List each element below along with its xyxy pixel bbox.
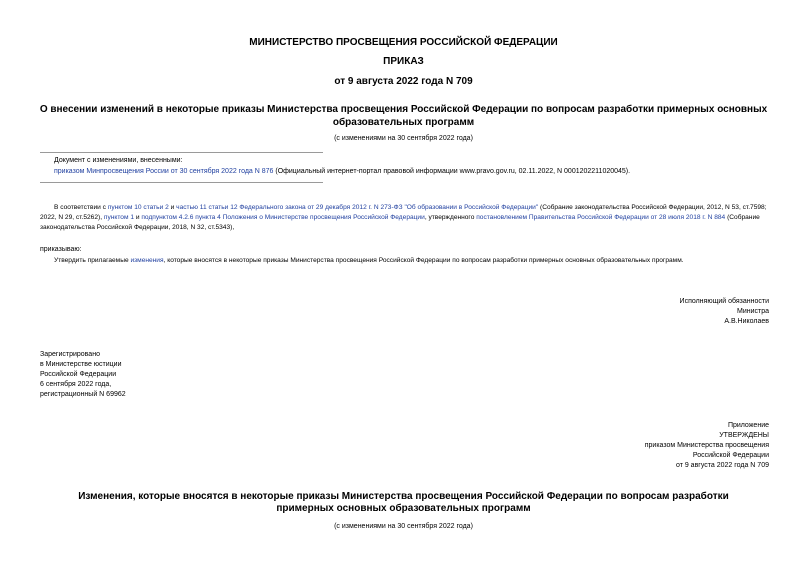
appendix-line-4: Российской Федерации [692,452,769,459]
preamble-text-2: и [168,204,177,211]
order-text-2: , которые вносятся в некоторые приказы Министерства просвещения Российской Федерации по вопросам разработки примерных основных образовательных программ. [163,257,684,264]
preamble-text-4: и [134,214,142,221]
signature-block [500,297,769,327]
document-type: ПРИКАЗ [383,56,424,67]
signature-name: А.В.Николаев [724,318,769,325]
amendments-bottom-divider [40,182,323,183]
amendments-entry [54,167,774,177]
registration-line-2: в Министерстве юстиции [40,361,122,368]
amendments-box [54,156,774,177]
preamble-text-3: (Собрание законодательства Российской Федерации, 2012, N 53, ст.7598; 2022, N 29, ст.5262), [40,204,767,221]
changes-title: Изменения, которые вносятся в некоторые приказы Министерства просвещения Российской Федерации по вопросам разработки примерных основных образовательных программ [78,491,729,514]
law-article-2-link[interactable]: пунктом 10 статьи 2 [107,204,169,211]
order-text-1: Утвердить прилагаемые [54,257,131,264]
signature-position: Исполняющий обязанности [679,298,769,305]
ministry-heading: МИНИСТЕРСТВО ПРОСВЕЩЕНИЯ РОССИЙСКОЙ ФЕДЕРАЦИИ [249,37,558,48]
appendix-block [500,421,769,471]
registration-line-1: Зарегистрировано [40,351,100,358]
appendix-line-1: Приложение [727,422,769,429]
appendix-line-5: от 9 августа 2022 года N 709 [675,462,769,469]
changes-link[interactable]: изменения [130,257,164,264]
registration-line-5: регистрационный N 69962 [40,391,126,398]
amendment-source-text: (Официальный интернет-портал правовой информации www.pravo.gov.ru, 02.11.2022, N 0001202211020045). [273,168,631,175]
regulation-point-1-link[interactable]: пунктом 1 [103,214,134,221]
regulation-subpoint-link[interactable]: подпунктом 4.2.6 пункта 4 Положения о Министерстве просвещения Российской Федерации [141,214,425,221]
government-resolution-884-link[interactable]: постановлением Правительства Российской Федерации от 28 июля 2018 г. N 884 [476,214,726,221]
prikazyvayu-label: приказываю: [40,246,82,253]
law-273-fz-link[interactable]: частью 11 статьи 12 Федерального закона от 29 декабря 2012 г. N 273-ФЗ "Об образовании в Российской Федерации" [176,204,539,211]
preamble-text-6: (Собрание законодательства Российской Федерации, 2018, N 32, ст.5343), [40,214,760,231]
order-paragraph [54,256,774,266]
revision-note: (с изменениями на 30 сентября 2022 года) [334,135,473,142]
document-title: О внесении изменений в некоторые приказы Министерства просвещения Российской Федерации по вопросам разработки примерных основных образовательных программ [39,104,768,128]
appendix-line-3: приказом Министерства просвещения [644,442,769,449]
amendment-order-link[interactable]: приказом Минпросвещения России от 30 сентября 2022 года N 876 [54,168,274,175]
amendments-top-divider [40,152,323,153]
document-date-number: от 9 августа 2022 года N 709 [334,76,473,87]
registration-block [40,350,126,400]
changes-revision-note: (с изменениями на 30 сентября 2022 года) [334,523,473,530]
amendments-label: Документ с изменениями, внесенными: [54,157,183,164]
signature-role: Министра [736,308,769,315]
registration-line-4: 6 сентября 2022 года, [40,381,112,388]
preamble-paragraph [40,203,770,233]
preamble-text-5: , утвержденного [424,214,477,221]
appendix-line-2: УТВЕРЖДЕНЫ [719,432,769,439]
preamble-text-1: В соответствии с [54,204,108,211]
registration-line-3: Российской Федерации [40,371,117,378]
